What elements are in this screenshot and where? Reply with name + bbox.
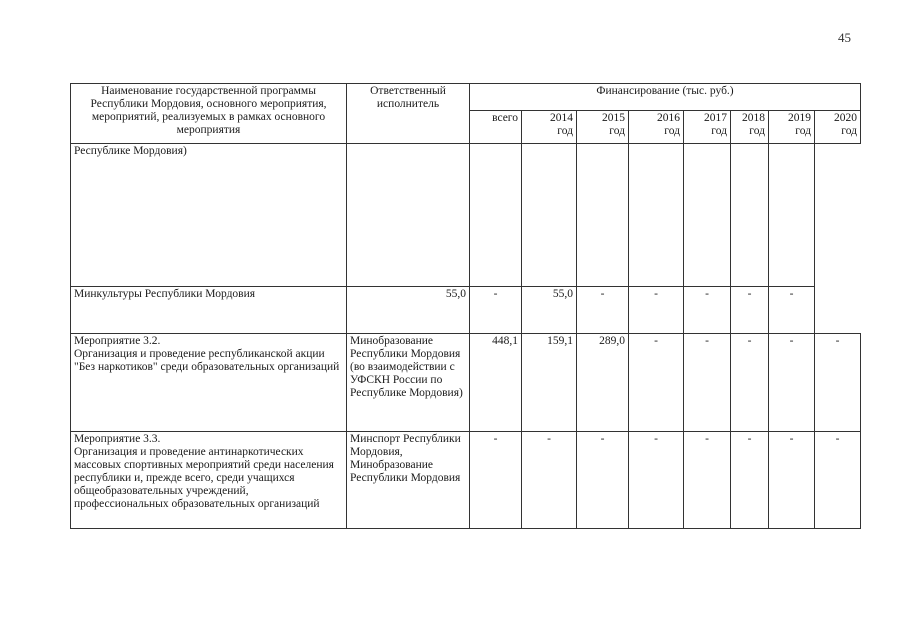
header-program-name: Наименование государственной программы Республики Мордовия, основного мероприятия, мероприятий, реализуемых в рамках основного мероприятия	[71, 84, 347, 144]
row-value-2016: -	[629, 334, 684, 432]
row-value-2015: -	[577, 432, 629, 529]
row-value-2016	[577, 144, 629, 287]
header-year-2016	[629, 111, 684, 144]
header-year-2017	[684, 111, 731, 144]
row-value-2020: -	[769, 287, 815, 334]
header-year-2017-unit: год	[711, 125, 727, 137]
row-value-2018	[684, 144, 731, 287]
row-value-2018: -	[731, 432, 769, 529]
row-value-2020: -	[815, 432, 861, 529]
header-year-2018-label: 2018	[742, 112, 765, 124]
row-value-2017	[629, 144, 684, 287]
row-value-2017: -	[684, 432, 731, 529]
header-year-2014	[522, 111, 577, 144]
header-year-2020-label: 2020	[834, 112, 857, 124]
header-year-2019-unit: год	[795, 125, 811, 137]
row-name: Мероприятие 3.2. Организация и проведение республиканской акции "Без наркотиков" среди образовательных организаций	[71, 334, 347, 432]
row-value-total: 55,0	[347, 287, 470, 334]
header-year-2019-label: 2019	[788, 112, 811, 124]
header-year-2019	[769, 111, 815, 144]
row-value-2016: -	[577, 287, 629, 334]
row-value-2019: -	[731, 287, 769, 334]
row-executor: Республике Мордовия)	[71, 144, 347, 287]
header-year-2014-unit: год	[557, 125, 573, 137]
row-value-2014: -	[470, 287, 522, 334]
row-value-total: -	[470, 432, 522, 529]
row-value-total: 448,1	[470, 334, 522, 432]
header-executor: Ответственный исполнитель	[347, 84, 470, 144]
row-value-2020: -	[815, 334, 861, 432]
header-year-2015-unit: год	[609, 125, 625, 137]
table-row	[71, 334, 861, 432]
row-value-2014	[470, 144, 522, 287]
page-number: 45	[838, 30, 851, 45]
header-year-2018-unit: год	[749, 125, 765, 137]
financing-table	[70, 83, 861, 529]
row-value-2018: -	[731, 334, 769, 432]
row-value-2019: -	[769, 334, 815, 432]
header-year-2020-unit: год	[841, 125, 857, 137]
row-value-2019	[731, 144, 769, 287]
row-value-2015: 289,0	[577, 334, 629, 432]
row-executor: Минобразование Республики Мордовия (во взаимодействии с УФСКН России по Республике Мордовия)	[347, 334, 470, 432]
row-executor: Минкультуры Республики Мордовия	[71, 287, 347, 334]
header-year-2015	[577, 111, 629, 144]
header-year-2020	[815, 111, 861, 144]
table-row	[71, 432, 861, 529]
header-year-2015-label: 2015	[602, 112, 625, 124]
row-value-2015	[522, 144, 577, 287]
row-value-2017: -	[629, 287, 684, 334]
table-row	[71, 144, 861, 287]
header-year-2017-label: 2017	[704, 112, 727, 124]
row-value-2020	[769, 144, 815, 287]
row-value-2018: -	[684, 287, 731, 334]
row-value-2015: 55,0	[522, 287, 577, 334]
row-value-total	[347, 144, 470, 287]
header-year-2018	[731, 111, 769, 144]
row-name: Мероприятие 3.3. Организация и проведение антинаркотических массовых спортивных мероприятий среди населения республики и, прежде всего, среди учащихся общеобразовательных учреждений, профессиональных образовательных организаций	[71, 432, 347, 529]
header-total: всего	[470, 111, 522, 144]
row-value-2016: -	[629, 432, 684, 529]
header-year-2016-unit: год	[664, 125, 680, 137]
row-value-2017: -	[684, 334, 731, 432]
table-row	[71, 287, 861, 334]
header-year-2016-label: 2016	[657, 112, 680, 124]
header-financing: Финансирование (тыс. руб.)	[470, 84, 861, 111]
row-value-2019: -	[769, 432, 815, 529]
row-executor: Минспорт Республики Мордовия, Минобразование Республики Мордовия	[347, 432, 470, 529]
row-value-2014: -	[522, 432, 577, 529]
row-value-2014: 159,1	[522, 334, 577, 432]
header-year-2014-label: 2014	[550, 112, 573, 124]
